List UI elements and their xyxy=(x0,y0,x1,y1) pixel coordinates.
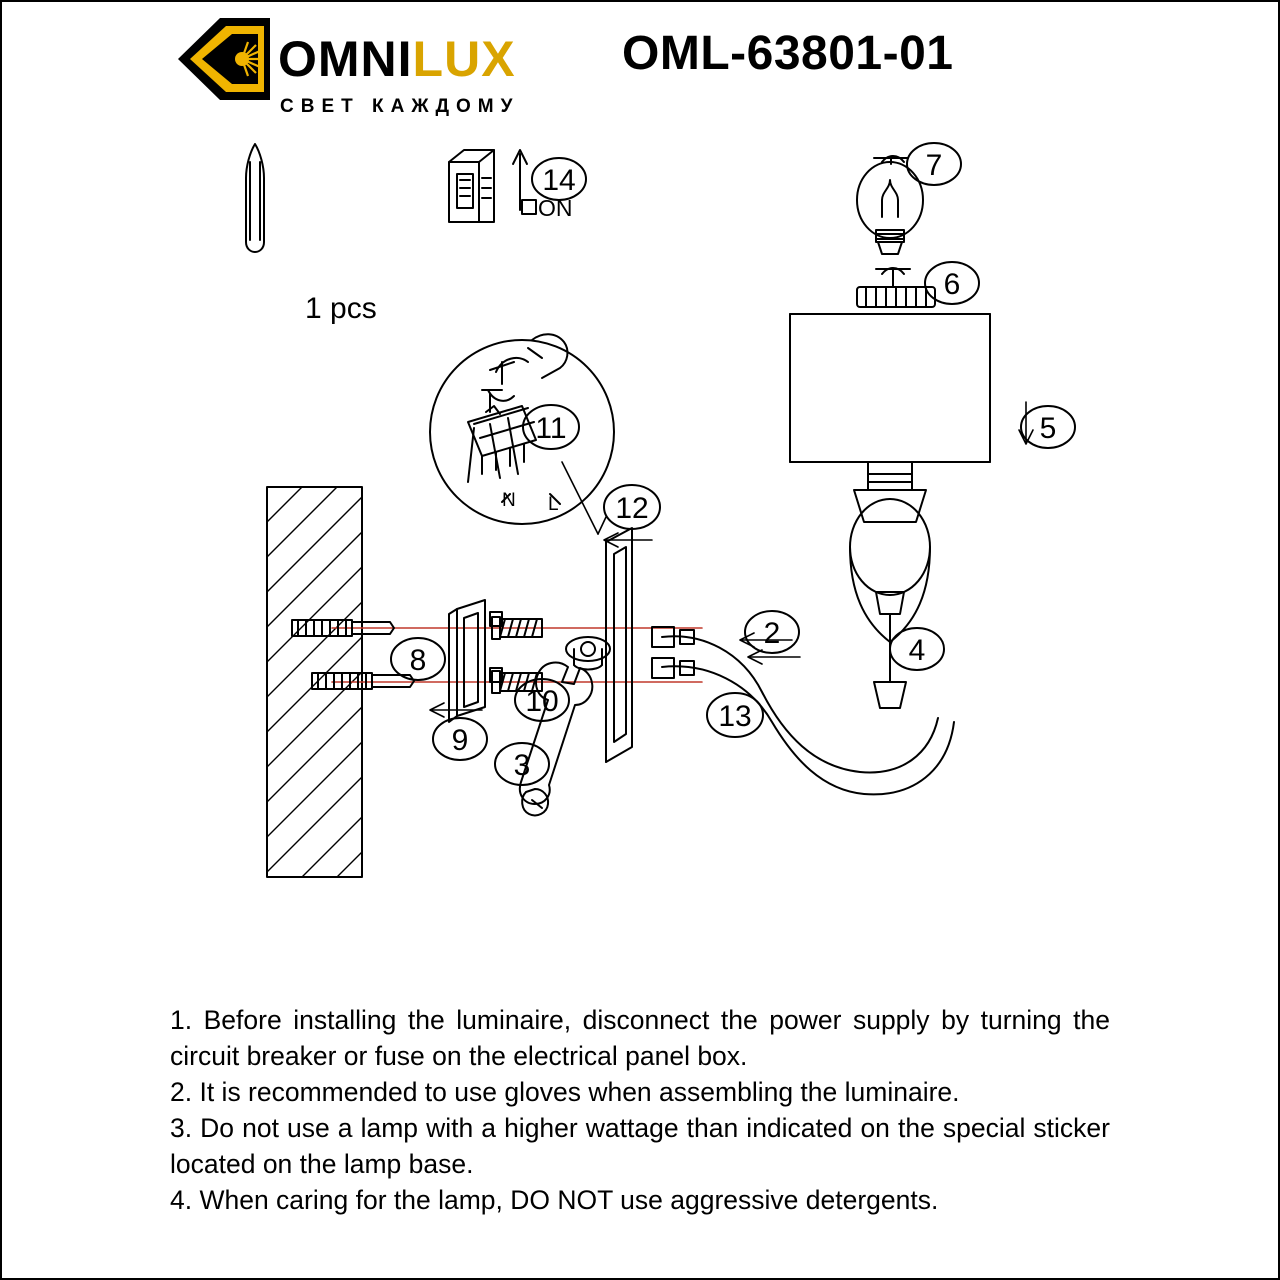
svg-text:7: 7 xyxy=(925,149,943,182)
assembly-diagram-svg xyxy=(2,122,1280,962)
brand-omni: OMNI xyxy=(278,31,413,87)
callout-10 xyxy=(515,679,569,721)
omnilux-sunburst-logo-icon xyxy=(170,18,270,100)
callout-8 xyxy=(391,638,445,680)
lamp-shade xyxy=(790,314,990,522)
note-4: 4. When caring for the lamp, DO NOT use aggressive detergents. xyxy=(170,1185,939,1215)
callout-12 xyxy=(604,485,660,529)
brand-tagline: СВЕТ КАЖДОМУ xyxy=(280,96,520,117)
decorative-nut xyxy=(566,637,610,670)
svg-text:4: 4 xyxy=(908,634,926,667)
brand-lux: LUX xyxy=(412,31,516,87)
svg-text:5: 5 xyxy=(1039,412,1057,445)
svg-text:12: 12 xyxy=(615,492,649,525)
svg-text:10: 10 xyxy=(525,685,559,718)
callout-14 xyxy=(532,158,586,200)
callout-4 xyxy=(890,628,944,670)
leader-lines xyxy=(430,402,1033,717)
svg-text:11: 11 xyxy=(535,412,567,445)
callout-3 xyxy=(495,743,549,785)
svg-text:13: 13 xyxy=(718,700,752,733)
svg-text:8: 8 xyxy=(409,644,427,677)
note-2: 2. It is recommended to use gloves when assembling the luminaire. xyxy=(170,1077,960,1107)
note-1: 1. Before installing the luminaire, disconnect the power supply by turning the circuit breaker or fuse on the electrical panel box. xyxy=(170,1005,1110,1071)
svg-text:14: 14 xyxy=(542,164,576,197)
assembly-diagram xyxy=(2,122,1280,962)
circuit-breaker-icon xyxy=(449,150,494,222)
svg-text:2: 2 xyxy=(763,617,781,650)
svg-text:6: 6 xyxy=(943,268,961,301)
callout-6 xyxy=(925,262,979,304)
lamp-head xyxy=(850,499,930,708)
header xyxy=(2,2,1280,132)
callout-9 xyxy=(433,718,487,760)
callout-2 xyxy=(745,611,799,653)
wire-neutral-label: N xyxy=(502,490,516,511)
callout-13 xyxy=(707,693,763,737)
quantity-label: 1 pcs xyxy=(305,292,377,325)
wire-live-label: L xyxy=(548,494,559,515)
light-bulb xyxy=(857,156,923,254)
anchor-part-icon xyxy=(246,144,264,252)
note-3: 3. Do not use a lamp with a higher wattage than indicated on the special sticker located on the lamp base. xyxy=(170,1113,1110,1179)
brand-wordmark xyxy=(278,32,516,86)
mounting-bracket xyxy=(449,600,502,722)
svg-text:3: 3 xyxy=(513,749,531,782)
callout-5 xyxy=(1021,406,1075,448)
model-number: OML-63801-01 xyxy=(622,27,954,80)
shade-ring xyxy=(857,268,935,307)
power-on-label: ON xyxy=(538,195,573,221)
terminal-block-detail xyxy=(430,334,614,524)
svg-text:9: 9 xyxy=(451,724,469,757)
brand-logo xyxy=(170,18,590,118)
callout-7 xyxy=(907,143,961,185)
callout-group xyxy=(391,143,1075,785)
safety-notes xyxy=(170,1002,1110,1218)
